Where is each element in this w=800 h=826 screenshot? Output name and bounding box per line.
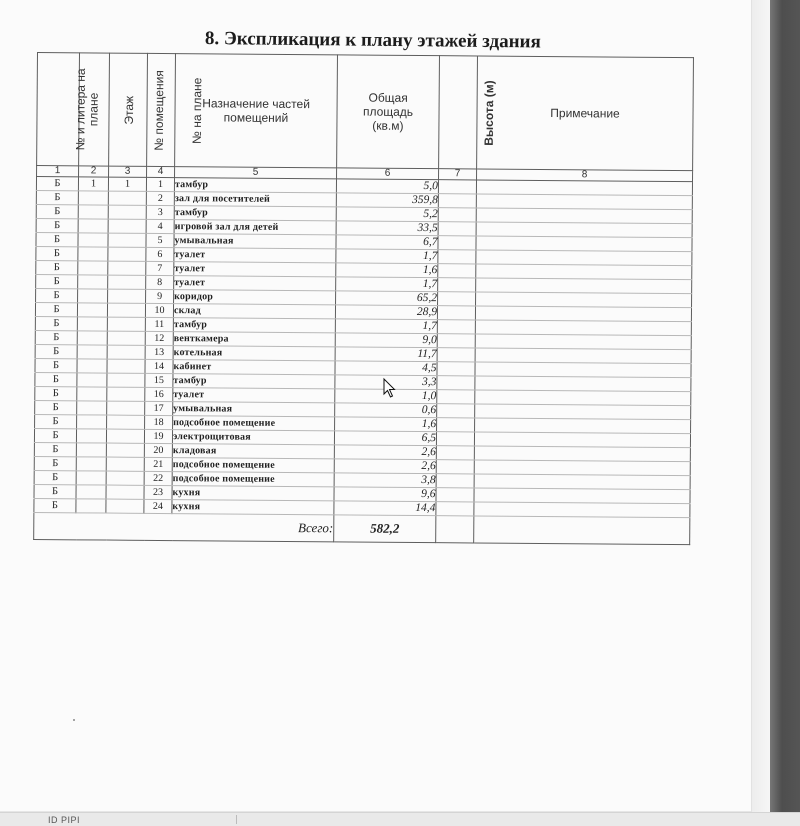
area-cell: 0,6 — [335, 403, 437, 418]
area-cell: 2,6 — [334, 459, 436, 474]
explication-table-wrapper — [33, 52, 703, 557]
litera-cell: Б — [35, 358, 77, 372]
plan-number-cell: 11 — [145, 317, 173, 331]
floor-cell — [77, 387, 107, 401]
plan-number-cell: 14 — [145, 359, 173, 373]
litera-cell: Б — [35, 344, 77, 358]
plan-number-cell: 3 — [146, 205, 174, 219]
floor-cell — [77, 331, 107, 345]
total-note-cell — [474, 516, 690, 545]
litera-cell: Б — [35, 400, 77, 414]
litera-cell: Б — [35, 302, 77, 316]
plan-number-cell: 6 — [146, 247, 174, 261]
floor-cell — [76, 485, 106, 499]
height-cell — [438, 208, 476, 222]
purpose-cell: игровой зал для детей — [174, 220, 336, 235]
purpose-cell: подсобное помещение — [173, 416, 335, 431]
room-cell — [107, 373, 145, 387]
floor-cell — [78, 289, 108, 303]
room-cell — [107, 345, 145, 359]
purpose-cell: венткамера — [173, 332, 335, 347]
area-cell: 3,3 — [335, 375, 437, 390]
scan-speck — [73, 719, 75, 721]
floor-cell — [78, 219, 108, 233]
area-cell: 1,6 — [335, 417, 437, 432]
status-bar-separator — [236, 815, 237, 824]
height-cell — [436, 460, 474, 474]
litera-cell: Б — [36, 190, 78, 204]
header-purpose: Назначение частей помещений — [175, 54, 338, 168]
purpose-cell: туалет — [174, 276, 336, 291]
plan-number-cell: 2 — [146, 191, 174, 205]
area-cell: 28,9 — [335, 305, 437, 320]
plan-number-cell: 10 — [145, 303, 173, 317]
area-cell: 65,2 — [336, 291, 438, 306]
header-area: Общая площадь (кв.м) — [337, 55, 440, 169]
floor-cell — [76, 457, 106, 471]
column-number: 8 — [477, 169, 693, 182]
height-cell — [438, 236, 476, 250]
floor-cell — [77, 359, 107, 373]
purpose-cell: умывальная — [173, 402, 335, 417]
litera-cell: Б — [35, 330, 77, 344]
room-cell — [107, 401, 145, 415]
room-cell: 1 — [108, 177, 146, 191]
height-cell — [437, 348, 475, 362]
purpose-cell: туалет — [174, 248, 336, 263]
room-cell — [106, 443, 144, 457]
plan-number-cell: 12 — [145, 331, 173, 345]
header-floor: Этаж — [79, 53, 110, 166]
height-cell — [436, 502, 474, 516]
height-cell — [438, 250, 476, 264]
litera-cell: Б — [34, 442, 76, 456]
area-cell: 5,0 — [336, 179, 438, 194]
purpose-cell: подсобное помещение — [172, 458, 334, 473]
header-litera: № и литера на плане — [37, 53, 80, 166]
header-row — [37, 53, 694, 171]
plan-number-cell: 17 — [145, 401, 173, 415]
purpose-cell: кухня — [172, 486, 334, 501]
litera-cell: Б — [36, 218, 78, 232]
plan-number-cell: 22 — [144, 471, 172, 485]
floor-cell — [78, 247, 108, 261]
litera-cell: Б — [35, 372, 77, 386]
purpose-cell: тамбур — [173, 318, 335, 333]
column-number: 5 — [175, 167, 337, 179]
purpose-cell: туалет — [173, 388, 335, 403]
height-cell — [437, 306, 475, 320]
plan-number-cell: 15 — [145, 373, 173, 387]
height-cell — [436, 488, 474, 502]
column-number: 1 — [37, 166, 79, 177]
status-bar-text: ID PIPI — [48, 815, 81, 825]
litera-cell: Б — [36, 204, 78, 218]
litera-cell: Б — [36, 274, 78, 288]
area-cell: 11,7 — [335, 347, 437, 362]
floor-cell — [77, 303, 107, 317]
room-cell — [108, 191, 146, 205]
column-number: 4 — [147, 166, 175, 177]
column-number: 2 — [79, 166, 109, 177]
area-cell: 6,5 — [334, 431, 436, 446]
room-cell — [106, 429, 144, 443]
plan-number-cell: 1 — [146, 177, 174, 191]
floor-cell — [78, 261, 108, 275]
floor-cell — [77, 373, 107, 387]
room-cell — [108, 205, 146, 219]
room-cell — [108, 233, 146, 247]
area-cell: 1,7 — [335, 319, 437, 334]
litera-cell: Б — [34, 498, 76, 512]
floor-cell — [76, 499, 106, 513]
floor-cell — [78, 205, 108, 219]
area-cell: 33,5 — [336, 221, 438, 236]
room-cell — [108, 247, 146, 261]
purpose-cell: зал для посетителей — [174, 192, 336, 207]
room-cell — [106, 471, 144, 485]
header-note: Примечание — [477, 56, 694, 171]
purpose-cell: туалет — [174, 262, 336, 277]
litera-cell: Б — [36, 260, 78, 274]
room-cell — [106, 499, 144, 513]
plan-number-cell: 21 — [144, 457, 172, 471]
header-plan-number: № на плане — [147, 53, 176, 166]
area-cell: 1,6 — [336, 263, 438, 278]
area-cell: 3,8 — [334, 473, 436, 488]
room-cell — [106, 485, 144, 499]
litera-cell: Б — [34, 470, 76, 484]
purpose-cell: кладовая — [172, 444, 334, 459]
height-cell — [436, 474, 474, 488]
plan-number-cell: 19 — [144, 429, 172, 443]
height-cell — [438, 180, 476, 194]
litera-cell: Б — [36, 246, 78, 260]
floor-cell — [78, 275, 108, 289]
plan-number-cell: 7 — [146, 261, 174, 275]
litera-cell: Б — [35, 414, 77, 428]
area-cell: 2,6 — [334, 445, 436, 460]
room-cell — [107, 359, 145, 373]
area-cell: 9,0 — [335, 333, 437, 348]
total-height-cell — [436, 516, 474, 543]
mouse-pointer-icon — [383, 378, 397, 398]
explication-table — [33, 52, 694, 545]
litera-cell: Б — [34, 456, 76, 470]
scanner-bed-edge — [770, 0, 800, 812]
floor-cell — [77, 401, 107, 415]
purpose-cell: котельная — [173, 346, 335, 361]
room-cell — [107, 415, 145, 429]
total-row — [34, 512, 690, 544]
purpose-cell: кухня — [172, 500, 334, 515]
plan-number-cell: 9 — [146, 289, 174, 303]
plan-number-cell: 20 — [144, 443, 172, 457]
litera-cell: Б — [35, 316, 77, 330]
height-cell — [436, 446, 474, 460]
litera-cell: Б — [34, 484, 76, 498]
purpose-cell: кабинет — [173, 360, 335, 375]
floor-cell — [77, 345, 107, 359]
column-number: 6 — [337, 168, 439, 180]
total-label: Всего: — [34, 512, 334, 541]
litera-cell: Б — [34, 428, 76, 442]
litera-cell: Б — [36, 288, 78, 302]
purpose-cell: тамбур — [173, 374, 335, 389]
height-cell — [437, 418, 475, 432]
area-cell: 14,4 — [334, 501, 436, 516]
height-cell — [438, 292, 476, 306]
room-cell — [108, 289, 146, 303]
column-number: 3 — [109, 166, 147, 177]
plan-number-cell: 13 — [145, 345, 173, 359]
plan-number-cell: 24 — [144, 499, 172, 513]
room-cell — [108, 275, 146, 289]
room-cell — [107, 317, 145, 331]
litera-cell: Б — [36, 177, 78, 191]
purpose-cell: тамбур — [174, 178, 336, 193]
height-cell — [436, 432, 474, 446]
room-cell — [107, 331, 145, 345]
table-body — [34, 177, 693, 518]
area-cell: 5,2 — [336, 207, 438, 222]
floor-cell — [78, 233, 108, 247]
purpose-cell: умывальная — [174, 234, 336, 249]
plan-number-cell: 18 — [145, 415, 173, 429]
area-cell: 1,7 — [336, 249, 438, 264]
plan-number-cell: 23 — [144, 485, 172, 499]
area-cell: 4,5 — [335, 361, 437, 376]
purpose-cell: подсобное помещение — [172, 472, 334, 487]
floor-cell: 1 — [78, 177, 108, 191]
room-cell — [108, 219, 146, 233]
height-cell — [438, 194, 476, 208]
floor-cell — [76, 443, 106, 457]
height-cell — [437, 334, 475, 348]
height-cell — [438, 264, 476, 278]
litera-cell: Б — [36, 232, 78, 246]
area-cell: 9,6 — [334, 487, 436, 502]
room-cell — [107, 387, 145, 401]
header-height: Высота (м) — [439, 56, 478, 169]
page-title: 8. Экспликация к плану этажей здания — [204, 28, 541, 53]
room-cell — [106, 457, 144, 471]
total-value: 582,2 — [334, 515, 436, 543]
status-bar — [0, 812, 800, 826]
litera-cell: Б — [35, 386, 77, 400]
height-cell — [437, 390, 475, 404]
room-cell — [107, 303, 145, 317]
plan-number-cell: 4 — [146, 219, 174, 233]
height-cell — [437, 404, 475, 418]
height-cell — [438, 222, 476, 236]
height-cell — [437, 376, 475, 390]
plan-number-cell: 5 — [146, 233, 174, 247]
floor-cell — [78, 191, 108, 205]
purpose-cell: коридор — [174, 290, 336, 305]
floor-cell — [76, 471, 106, 485]
room-cell — [108, 261, 146, 275]
area-cell: 1,7 — [336, 277, 438, 292]
plan-number-cell: 8 — [146, 275, 174, 289]
purpose-cell: тамбур — [174, 206, 336, 221]
column-number: 7 — [439, 169, 477, 180]
floor-cell — [76, 429, 106, 443]
height-cell — [437, 320, 475, 334]
area-cell: 6,7 — [336, 235, 438, 250]
purpose-cell: электрощитовая — [172, 430, 334, 445]
plan-number-cell: 16 — [145, 387, 173, 401]
purpose-cell: склад — [173, 304, 335, 319]
floor-cell — [77, 415, 107, 429]
area-cell: 1,0 — [335, 389, 437, 404]
height-cell — [438, 278, 476, 292]
floor-cell — [77, 317, 107, 331]
header-room: № помещения — [109, 53, 148, 166]
area-cell: 359,8 — [336, 193, 438, 208]
page-edge-strip — [752, 0, 770, 812]
height-cell — [437, 362, 475, 376]
